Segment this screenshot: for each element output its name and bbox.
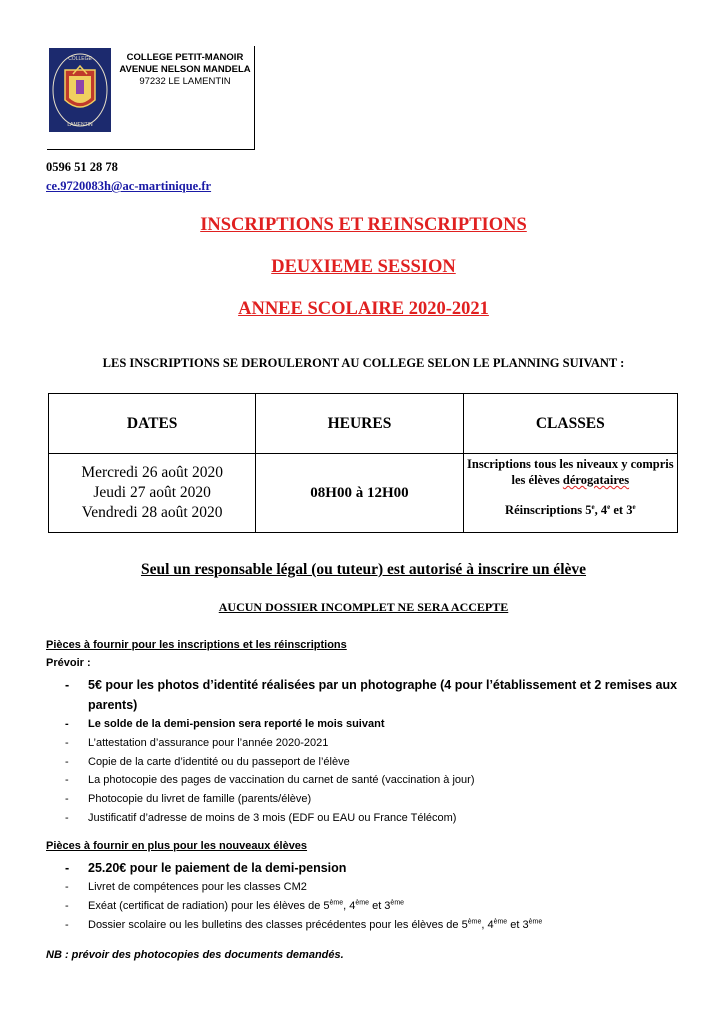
- list-item: - 25.20€ pour le paiement de la demi-pension: [65, 861, 347, 875]
- college-crest-icon: [49, 48, 111, 132]
- planning-intro: LES INSCRIPTIONS SE DEROULERONT AU COLLEGE SELON LE PLANNING SUIVANT :: [102, 356, 625, 370]
- date-thursday: Jeudi 27 août 2020: [93, 484, 211, 501]
- header-classes: CLASSES: [463, 394, 677, 454]
- title-annee: ANNEE SCOLAIRE 2020-2021: [238, 299, 489, 319]
- header-heures: HEURES: [256, 394, 463, 454]
- list-all: [46, 675, 696, 828]
- classes-reinscriptions: Réinscriptions 5e, 4e et 3e: [505, 502, 636, 517]
- notice-responsable: Seul un responsable légal (ou tuteur) est autorisé à inscrire un élève: [140, 561, 587, 578]
- school-street: AVENUE NELSON MANDELA: [119, 64, 251, 75]
- table-header-row: [49, 394, 678, 454]
- list-item: - L’attestation d’assurance pour l’année 2020-2021: [65, 736, 329, 749]
- contact-block: [46, 158, 211, 196]
- date-wednesday: Mercredi 26 août 2020: [81, 464, 223, 481]
- list-item: - Le solde de la demi-pension sera reporté le mois suivant: [65, 718, 385, 730]
- planning-table: [48, 393, 678, 533]
- email-link[interactable]: ce.9720083h@ac-martinique.fr: [46, 179, 212, 193]
- title-inscriptions: INSCRIPTIONS ET REINSCRIPTIONS: [200, 215, 527, 235]
- svg-text:COLLEGE: COLLEGE: [68, 56, 92, 62]
- notice-incomplet: AUCUN DOSSIER INCOMPLET NE SERA ACCEPTE: [218, 600, 509, 614]
- phone-number: 0596 51 28 78: [46, 160, 118, 174]
- list-item: - 5€ pour les photos d’identité réalisées par un photographe (4 pour l’établissement et 2 remises aux parents): [65, 678, 678, 712]
- school-city: 97232 LE LAMENTIN: [139, 76, 231, 87]
- list-item: - Copie de la carte d’identité ou du passeport de l’élève: [65, 755, 350, 768]
- section-heading-all: Pièces à fournir pour les inscriptions et les réinscriptions: [46, 639, 347, 651]
- list-item: - Photocopie du livret de famille (parents/élève): [65, 793, 312, 806]
- header-dates: DATES: [49, 394, 256, 454]
- svg-text:LAMENTIN: LAMENTIN: [67, 122, 93, 128]
- list-item: - Livret de compétences pour les classes CM2: [65, 881, 307, 893]
- section-heading-new: Pièces à fournir en plus pour les nouveaux élèves: [46, 840, 308, 852]
- school-name: COLLEGE PETIT-MANOIR: [126, 52, 244, 63]
- list-item: - Exéat (certificat de radiation) pour les élèves de 5ème, 4ème et 3ème: [65, 899, 405, 912]
- classes-inscriptions: Inscriptions tous les niveaux y compris les élèves dérogataires: [467, 457, 674, 487]
- prevoir-label: Prévoir :: [46, 657, 91, 669]
- school-header: [47, 46, 255, 150]
- list-item: - Justificatif d’adresse de moins de 3 mois (EDF ou EAU ou France Télécom): [65, 811, 457, 824]
- table-row: [49, 454, 678, 533]
- flagged-word: dérogataires: [562, 473, 630, 487]
- nb-note: NB : prévoir des photocopies des documents demandés.: [46, 949, 344, 961]
- title-session: DEUXIEME SESSION: [271, 257, 456, 277]
- dates-cell: [49, 454, 256, 533]
- hours-cell: 08H00 à 12H00: [256, 454, 463, 533]
- list-new: [46, 858, 696, 934]
- list-item: - Dossier scolaire ou les bulletins des classes précédentes pour les élèves de 5ème, 4ème et 3ème: [65, 917, 543, 931]
- list-item: - La photocopie des pages de vaccination du carnet de santé (vaccination à jour): [65, 774, 475, 787]
- classes-cell: [463, 454, 677, 533]
- date-friday: Vendredi 28 août 2020: [81, 504, 223, 521]
